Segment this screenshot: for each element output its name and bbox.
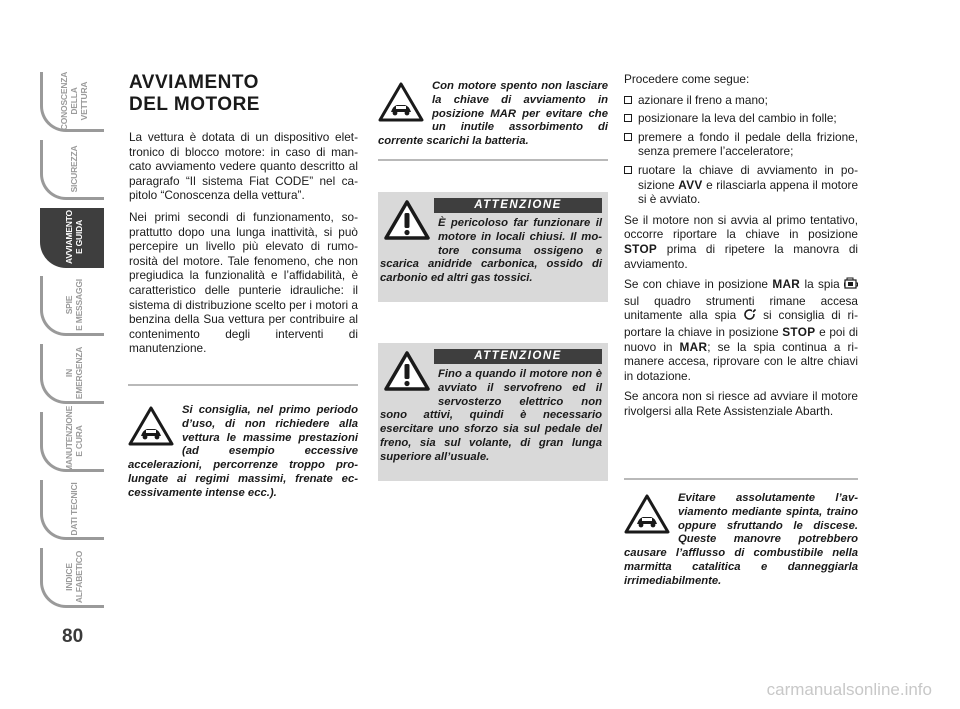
step-text: azionare il freno a mano;	[638, 92, 768, 107]
text-part: la spia	[800, 277, 844, 292]
tab-label: IN EMERGENZA	[63, 346, 84, 399]
tab-avviamento-e-guida[interactable]	[40, 208, 104, 268]
step-text: posizionare la leva del cambio in folle;	[638, 111, 837, 126]
warning-box	[378, 192, 608, 302]
text-part: Se il motore non si avvia al primo tentativo, occorre riportare la chiave in posizione	[624, 212, 858, 242]
key-position: STOP	[782, 324, 816, 339]
warning-header: ATTENZIONE	[434, 349, 602, 364]
checkbox-bullet-icon	[624, 133, 632, 141]
note-body: Si consiglia, nel primo periodo d’uso, di non richiedere alla vettura le massime prestazioni (ad esempio eccessive accelerazioni, percorrenze troppo prolungate ai regimi massimi, frenate eccessivamente intense ecc.).	[128, 404, 358, 499]
body-paragraph: Nei primi secondi di funzionamento, soprattutto dopo una lunga inattività, si può percepire un livello più elevato di rumorosità del motore. Tale fenomeno, che non pregiudica la funzionalità e l’affidabilità, è caratteristico delle punterie idrauliche: il sistema di distribuzione scelto per i motori a benzina della Sua vettura per contribuire al contenimento degli interventi di manutenzione.	[129, 209, 358, 356]
step-text	[638, 163, 858, 206]
list-item	[624, 163, 858, 207]
list-item	[624, 93, 858, 108]
tab-label: AVVIAMENTO E GUIDA	[63, 209, 84, 264]
engine-warning-lamp-icon	[844, 277, 858, 294]
tab-label: SICUREZZA	[68, 145, 79, 192]
tab-label: DATI TECNICI	[68, 481, 79, 536]
battery-note	[378, 72, 608, 161]
body-paragraph	[624, 277, 858, 383]
procedure-intro: Procedere come segue:	[624, 72, 750, 86]
caution-note	[128, 384, 358, 501]
note-text	[128, 404, 358, 501]
body-paragraph: Se ancora non si riesce ad avviare il motore rivolgersi alla Rete Assistenziale Abarth.	[624, 389, 858, 418]
tab-dati-tecnici[interactable]	[40, 480, 104, 540]
warning-text	[378, 368, 602, 465]
car-caution-triangle-icon	[128, 406, 174, 451]
note-text	[378, 80, 608, 149]
tab-indice-alfabetico[interactable]	[40, 548, 104, 608]
body-paragraph	[624, 213, 858, 271]
tab-label: MANUTENZIONE E CURA	[63, 405, 84, 472]
tab-label: SPIE E MESSAGGI	[63, 278, 84, 331]
section-title: AVVIAMENTO DEL MOTORE	[129, 72, 260, 115]
step-text-part: e rilasciarla appena il motore si è avviato.	[638, 177, 859, 207]
car-caution-triangle-icon	[624, 494, 670, 539]
procedure-column	[624, 72, 858, 424]
tab-in-emergenza[interactable]	[40, 344, 104, 404]
list-item	[624, 111, 858, 126]
key-position: MAR	[772, 277, 801, 292]
key-position: AVV	[678, 177, 703, 192]
text-part: ; se la spia continua a rimanere accesa, riprovare con le altre chiavi in dotazione.	[624, 339, 858, 383]
exclamation-triangle-icon	[384, 350, 430, 397]
push-start-note	[624, 478, 858, 589]
checkbox-bullet-icon	[624, 166, 632, 174]
list-item	[624, 130, 858, 159]
tab-label: CONOSCENZA DELLA VETTURA	[58, 71, 89, 130]
checkbox-bullet-icon	[624, 114, 632, 122]
procedure-steps	[624, 93, 858, 207]
page-number: 80	[62, 626, 84, 647]
fiat-code-lamp-icon	[743, 308, 756, 325]
body-paragraph: La vettura è dotata di un dispositivo elettronico di blocco motore: in caso di mancato avviamento vedere quanto descritto al paragrafo “Il sistema Fiat CODE” nel capitolo “Conoscenza della vettura”.	[129, 130, 358, 203]
warning-body: È pericoloso far funzionare il motore in locali chiusi. Il motore consuma ossigeno e scarica anidride carbonica, ossido di carbonio ed altri gas tossici.	[380, 217, 602, 285]
tab-conoscenza-della-vettura[interactable]	[40, 72, 104, 132]
warning-box	[378, 343, 608, 481]
key-position: STOP	[624, 241, 658, 256]
text-part: prima di ripetere la manovra di avviamento.	[624, 241, 858, 271]
note-body: Con motore spento non lasciare la chiave di avviamento in posizione MAR per evitare che un inutile assorbimento di corrente scarichi la batteria.	[378, 80, 608, 148]
tab-sicurezza[interactable]	[40, 140, 104, 200]
warning-header: ATTENZIONE	[434, 198, 602, 213]
chapter-tab-strip	[40, 72, 106, 616]
step-text: premere a fondo il pedale della frizione, senza premere l’acceleratore;	[638, 129, 858, 159]
checkbox-bullet-icon	[624, 96, 632, 104]
text-part: Se con chiave in posizione	[624, 277, 773, 292]
note-text	[624, 492, 858, 589]
text-part: e poi di nuovo in	[624, 324, 858, 354]
car-caution-triangle-icon	[378, 82, 424, 127]
main-column	[129, 72, 358, 363]
watermark-text: carmanualsonline.info	[766, 680, 932, 699]
exclamation-triangle-icon	[384, 199, 430, 246]
tab-spie-e-messaggi[interactable]	[40, 276, 104, 336]
note-body: Evitare assolutamente l’avviamento mediante spinta, traino oppure sfruttando le discese. Queste manovre potrebbero causare l’afflusso di combustibile nella marmitta catalitica e danneggiarla irrimediabilmente.	[624, 492, 858, 587]
step-text-part: ruotare la chiave di avviamento in posizione	[638, 162, 858, 192]
key-position: MAR	[679, 339, 708, 354]
text-part: sul quadro strumenti rimane accesa unitamente alla spia	[624, 293, 858, 323]
tab-label: INDICE ALFABETICO	[63, 550, 84, 603]
warning-body: Fino a quando il motore non è avviato il servofreno ed il servosterzo elettrico non sono attivi, quindi è necessario esercitare uno sforzo sia sul pedale del freno, sia sul volante, di gran lunga superiore all’usuale.	[380, 368, 602, 463]
text-part: si consiglia di riportare la chiave in posizione	[624, 308, 858, 339]
warning-text	[378, 217, 602, 286]
tab-manutenzione-e-cura[interactable]	[40, 405, 104, 472]
